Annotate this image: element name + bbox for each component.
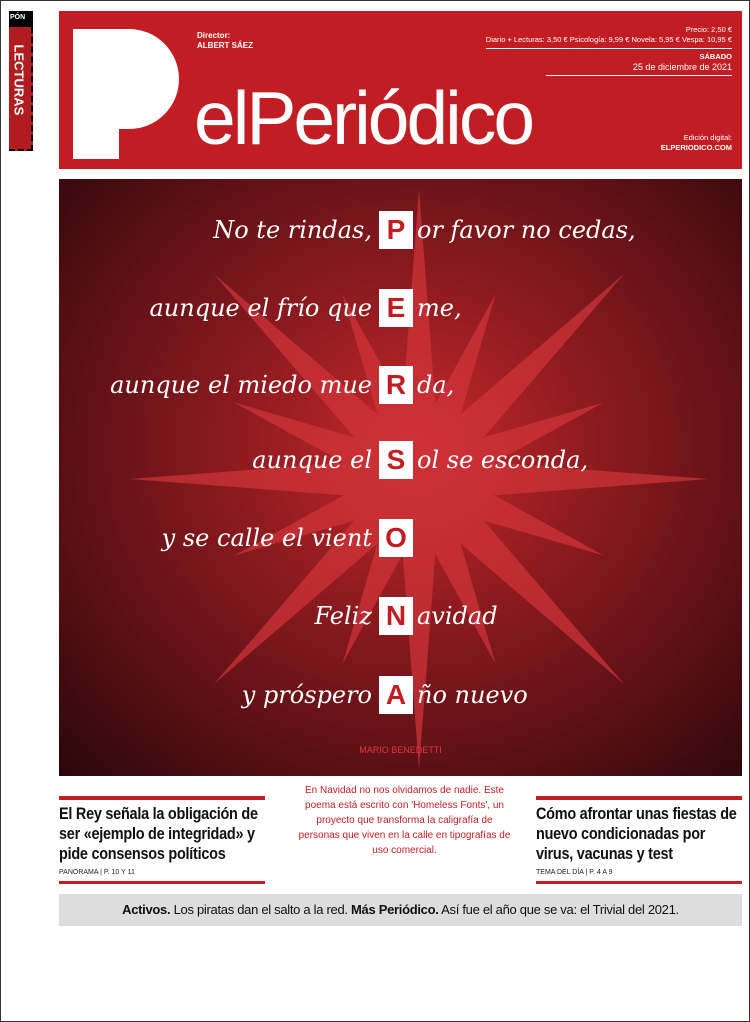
acrostic-letter: E (379, 289, 413, 327)
director (197, 31, 253, 51)
left-top-rule (59, 796, 265, 800)
teaser-1-title: Activos. (122, 902, 171, 917)
coupon-tab (9, 11, 33, 151)
poem-line (59, 676, 742, 716)
poem-line-left: No te rindas, (213, 216, 372, 244)
coupon-top: PÓN (9, 11, 33, 27)
poem-line (59, 597, 742, 637)
poem-line (59, 519, 742, 559)
day: SÁBADO (699, 52, 732, 61)
acrostic-letter: O (379, 519, 413, 557)
coupon-label: LECTURAS (11, 44, 27, 116)
bottom-teaser-bar[interactable] (59, 894, 742, 926)
price: Precio: 2,50 € (685, 25, 732, 34)
acrostic-letter: R (379, 366, 413, 404)
right-top-rule (536, 796, 742, 800)
digital-edition (661, 133, 732, 153)
teaser-2-text: Así fue el año que se va: el Trivial del 2021. (438, 902, 679, 917)
left-section: PANORAMA | P. 10 Y 11 (59, 869, 135, 876)
masthead (59, 11, 742, 169)
teaser-1-text: Los piratas dan el salto a la red. (170, 902, 351, 917)
digital-label: Edición digital: (683, 133, 732, 142)
logo-p-icon (73, 29, 183, 159)
date: 25 de diciembre de 2021 (632, 62, 732, 72)
poem-line (59, 366, 742, 406)
acrostic-letter: P (379, 211, 413, 249)
poem-line (59, 289, 742, 329)
price-extras: Diario + Lecturas: 3,50 € Psicología: 9,99 € Novela: 5,95 € Vespa: 10,95 € (485, 35, 732, 44)
digital-url[interactable]: ELPERIODICO.COM (660, 143, 732, 152)
director-label: Director: (197, 31, 231, 40)
poem-line-right: or favor no cedas, (417, 216, 636, 244)
poem-author: MARIO BENEDETTI (359, 745, 442, 755)
middle-note: En Navidad no nos olvidamos de nadie. Este poema está escrito con 'Homeless Fonts', un proyecto que transforma la caligrafía de personas que viven en la calle en tipografías de uso comercial. (298, 785, 511, 856)
acrostic-letter: N (379, 597, 413, 635)
poem-line-right: da, (417, 371, 455, 399)
poem-line-right: avidad (417, 602, 498, 630)
poem-line-left: Feliz (314, 602, 372, 630)
left-headline[interactable]: El Rey señala la obligación de ser «ejemplo de integridad» y pide consensos políticos (59, 804, 258, 863)
poem-line-left: aunque el (252, 446, 372, 474)
right-bottom-rule (536, 881, 742, 884)
poem-line-right: ol se esconda, (417, 446, 589, 474)
left-story[interactable] (59, 796, 265, 884)
poem-line-left: y se calle el vient (161, 524, 372, 552)
poem-line-left: aunque el miedo mue (110, 371, 372, 399)
poem-line-left: aunque el frío que (149, 294, 372, 322)
cover-image (59, 179, 742, 776)
director-name: ALBERT SÁEZ (197, 41, 253, 50)
right-story[interactable] (536, 796, 742, 884)
acrostic-letter: A (379, 676, 413, 714)
poem-line-right: ño nuevo (417, 681, 528, 709)
acrostic-letter: S (379, 441, 413, 479)
poem-line-right: me, (417, 294, 462, 322)
newspaper-logo: elPeriódico (194, 76, 533, 160)
price-block (486, 25, 732, 79)
poem-line (59, 441, 742, 481)
right-section: TEMA DEL DÍA | P. 4 A 9 (536, 869, 613, 876)
poem-line (59, 211, 742, 251)
left-bottom-rule (59, 881, 265, 884)
right-headline[interactable]: Cómo afrontar unas fiestas de nuevo condicionadas por virus, vacunas y test (536, 804, 737, 863)
teaser-2-title: Más Periódico. (351, 902, 439, 917)
poem-line-left: y próspero (241, 681, 372, 709)
